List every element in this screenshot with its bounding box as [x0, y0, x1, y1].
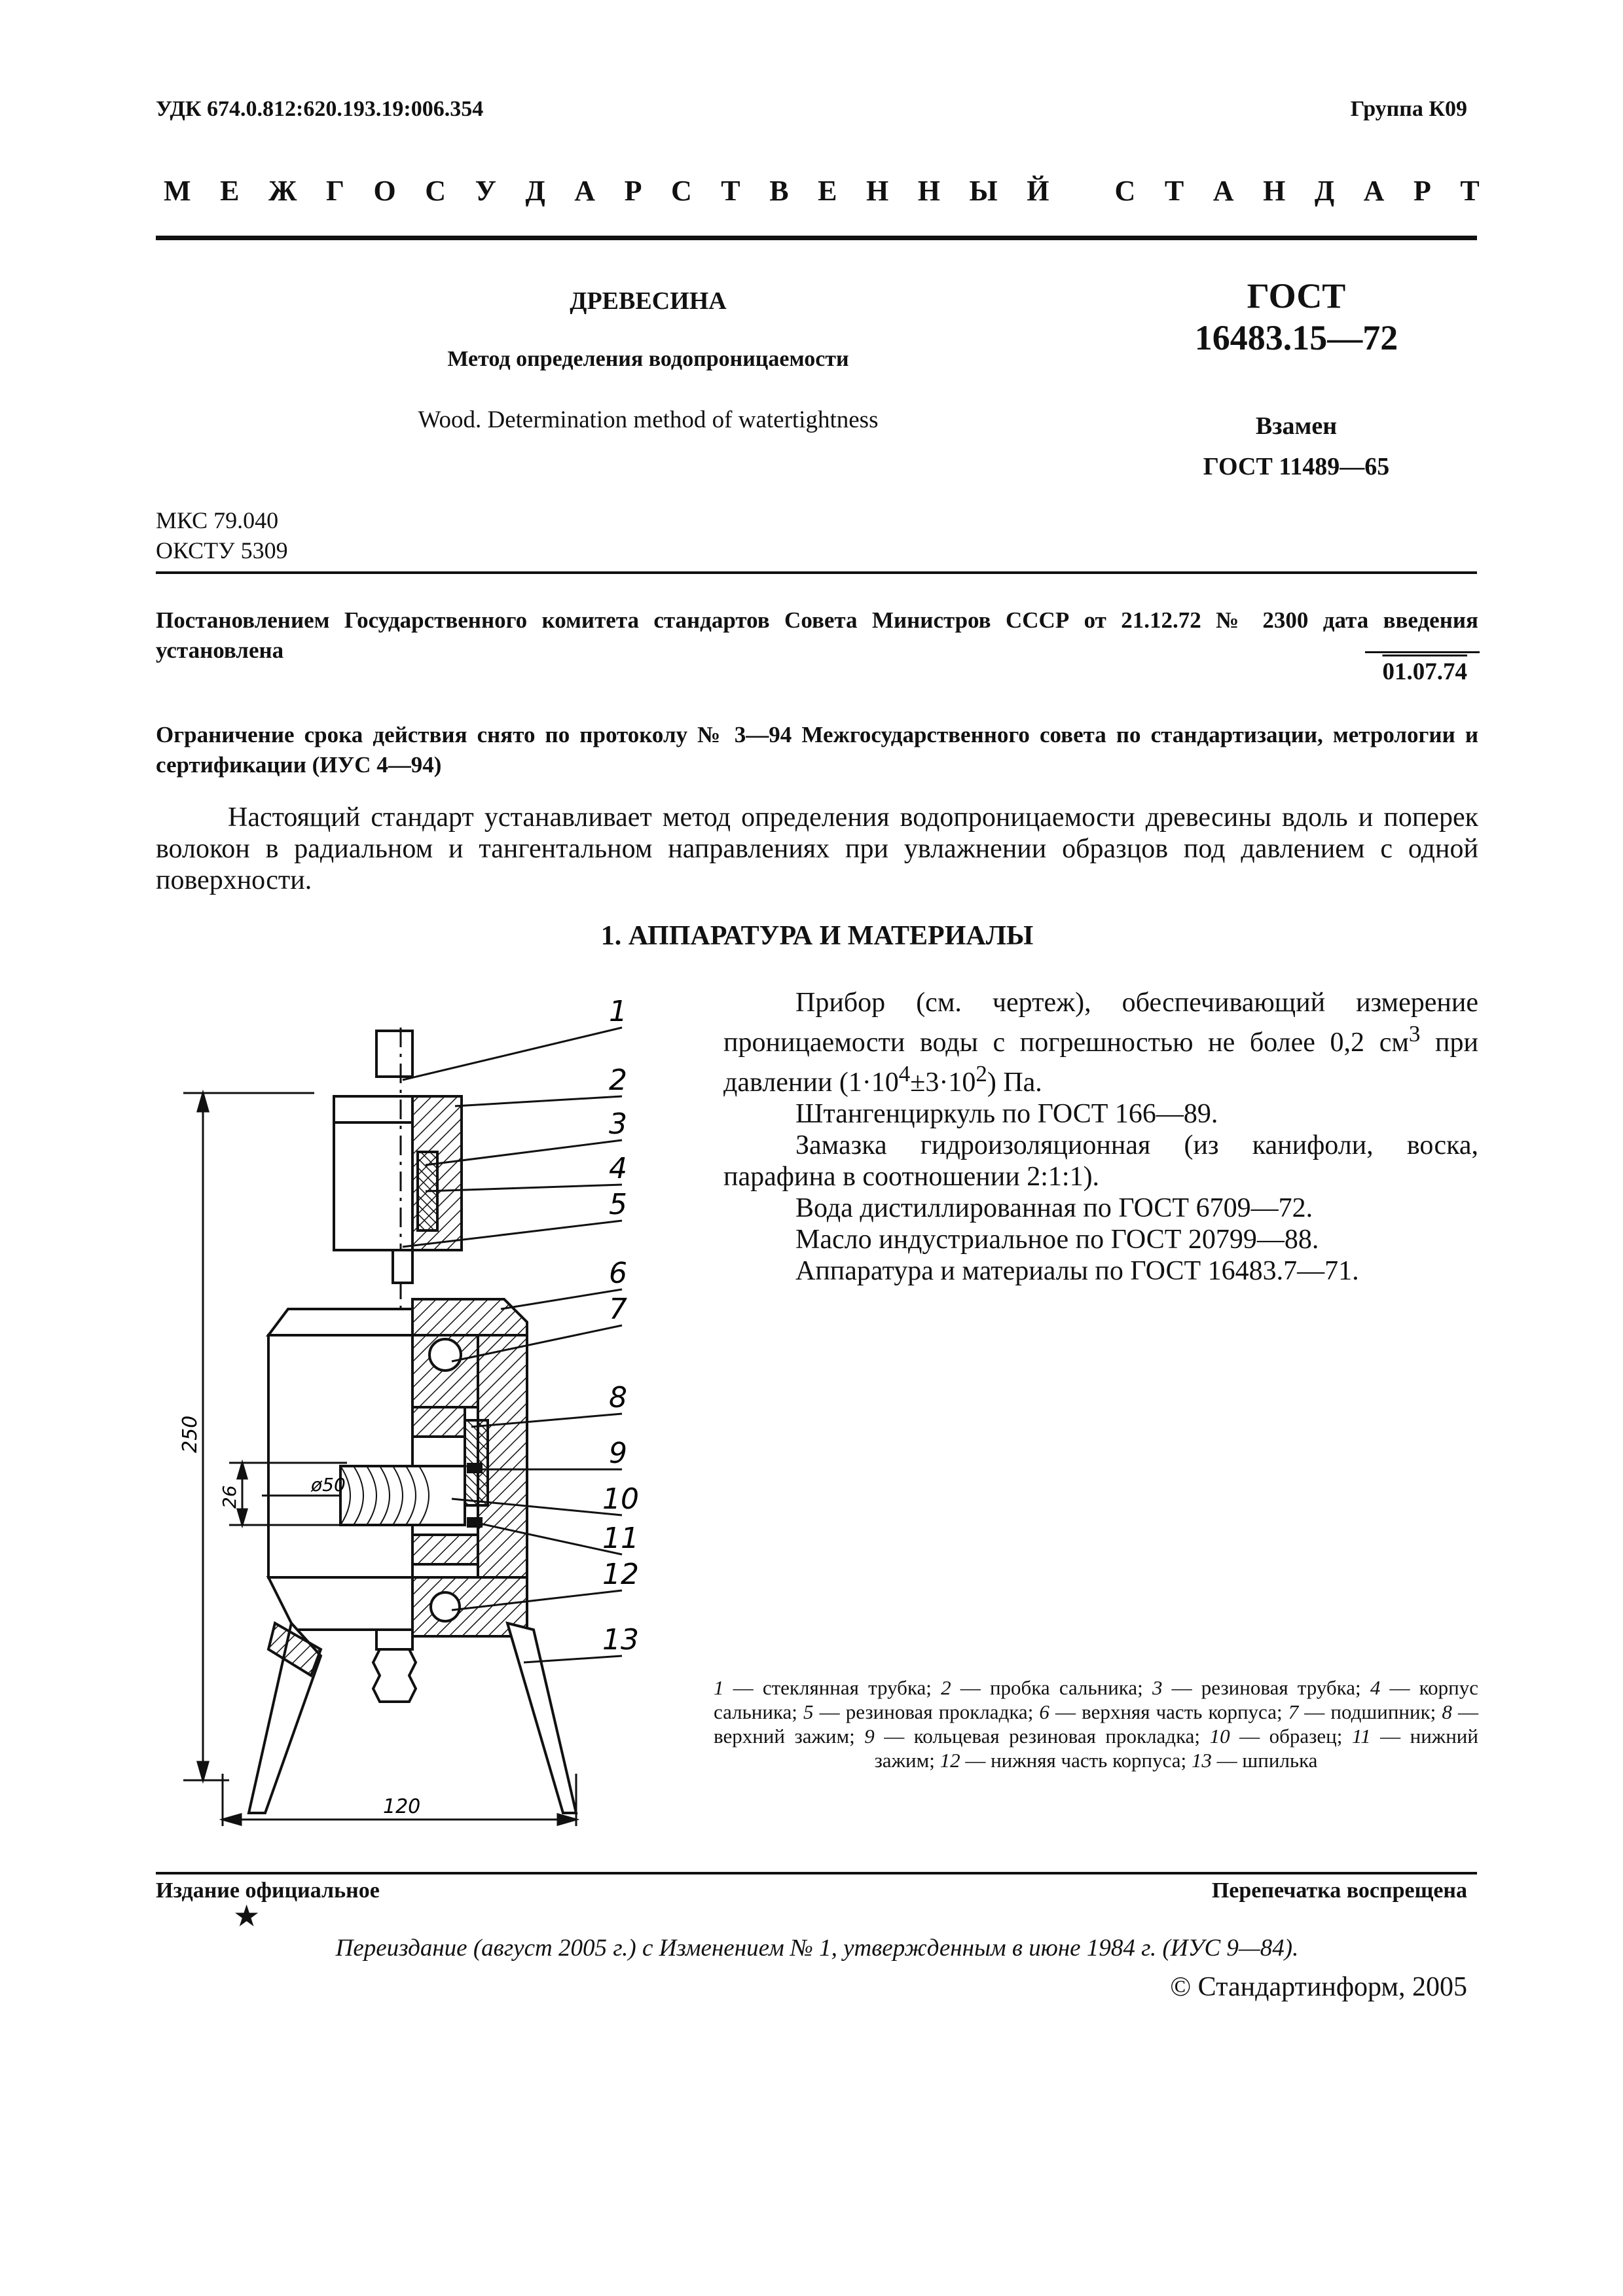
intro-paragraph: Настоящий стандарт устанавливает метод определения водопроницаемости древесины вдоль и поперек волокон в радиальном и тангентальном направлениях при увлажнении образцов под давлением с одной поверхности.: [156, 802, 1478, 895]
banner-letter: Ы: [969, 175, 998, 207]
dimension-specimen-label: 26: [219, 1485, 240, 1509]
legend-text: — резиновая трубка;: [1162, 1676, 1370, 1699]
banner-letter: С: [670, 175, 692, 207]
legend-number: 6: [1039, 1700, 1049, 1723]
banner-letter: Т: [1164, 175, 1184, 207]
legend-text: — верхняя часть корпуса;: [1049, 1700, 1288, 1723]
banner-letter: Н: [917, 175, 940, 207]
legend-number: 7: [1288, 1700, 1299, 1723]
banner-letter: В: [769, 175, 789, 207]
banner-letter: Д: [1314, 175, 1335, 207]
banner-letter: Н: [866, 175, 889, 207]
callout-7: 7: [609, 1293, 627, 1326]
legend-text: — корпус сальника;: [714, 1676, 1478, 1723]
legend-number: 8: [1442, 1700, 1452, 1723]
legend-text: — нижний зажим;: [874, 1725, 1478, 1772]
udk-code: УДК 674.0.812:620.193.19:006.354: [156, 97, 484, 121]
callout-11: 11: [602, 1522, 639, 1555]
banner-letter: А: [574, 175, 596, 207]
callout-12: 12: [602, 1558, 639, 1591]
dimension-width-label: 120: [383, 1795, 421, 1818]
banner-letter: С: [425, 175, 447, 207]
equipment-list: [723, 987, 1478, 1287]
legend-number: 4: [1370, 1676, 1381, 1699]
effective-date: 01.07.74: [1382, 658, 1467, 685]
banner-letter: Г: [326, 175, 344, 207]
device-drawing: [144, 969, 720, 1846]
banner-letter: [1078, 174, 1085, 207]
document-subtitle: Метод определения водопроницаемости: [447, 347, 849, 371]
callout-2: 2: [609, 1064, 627, 1097]
legend-text: — подшипник;: [1298, 1700, 1442, 1723]
legend-number: 3: [1152, 1676, 1163, 1699]
callout-8: 8: [609, 1381, 627, 1414]
banner-letter: М: [164, 175, 191, 207]
star-icon: ★: [233, 1899, 261, 1933]
date-overline: [1365, 651, 1480, 653]
group-code: Группа К09: [1350, 97, 1467, 121]
official-edition: Издание официальное: [156, 1878, 380, 1903]
banner-letter: А: [1213, 175, 1234, 207]
section-heading: 1. АППАРАТУРА И МАТЕРИАЛЫ: [600, 921, 1034, 951]
mks-code: МКС 79.040: [156, 507, 279, 533]
banner-letter: У: [475, 175, 496, 207]
legend-text: — пробка сальника;: [951, 1676, 1152, 1699]
gost-label: ГОСТ: [1247, 276, 1346, 315]
replaced-gost: ГОСТ 11489—65: [1203, 453, 1390, 480]
equipment-item: Вода дистиллированная по ГОСТ 6709—72.: [795, 1193, 1313, 1223]
legend-text: — верхний зажим;: [714, 1700, 1479, 1748]
legend-number: 5: [803, 1700, 814, 1723]
banner-letter: О: [373, 175, 396, 207]
banner-letter: Е: [818, 175, 837, 207]
banner-letter: Й: [1027, 175, 1049, 207]
dimension-diameter-label: ø50: [311, 1474, 346, 1496]
okstu-code: ОКСТУ 5309: [156, 537, 288, 564]
equipment-item-device: Прибор (см. чертеж), обеспечивающий измерение проницаемости воды с погрешностью не более 0,2 $см^3$ при давлении $(1\cdot 10^4\pm 3\cdot 10^2)$ Па.: [723, 988, 1479, 1098]
legend-text: — кольцевая резиновая прокладка;: [874, 1725, 1210, 1748]
reprint-prohibited: Перепечатка воспрещена: [1211, 1878, 1467, 1903]
callout-3: 3: [609, 1107, 627, 1141]
legend-number: 12: [939, 1749, 960, 1772]
gost-code: 16483.15—72: [1194, 318, 1398, 357]
footer-rule: [156, 1872, 1477, 1874]
legend-number: 13: [1191, 1749, 1212, 1772]
copyright: © Стандартинформ, 2005: [1170, 1972, 1467, 2002]
banner-letter: Ж: [268, 175, 297, 207]
decree-text: Постановлением Государственного комитета стандартов Совета Министров СССР от 21.12.72 № 2300 дата введения установлена: [156, 607, 1478, 663]
banner-letter: Д: [525, 175, 545, 207]
banner-letter: Т: [1460, 175, 1480, 207]
header-rule: [156, 236, 1477, 240]
legend-number: 11: [1351, 1725, 1371, 1748]
banner-letter: А: [1363, 175, 1385, 207]
legend-number: 9: [864, 1725, 875, 1748]
callout-13: 13: [602, 1623, 639, 1657]
equipment-item: Штангенциркуль по ГОСТ 166—89.: [795, 1099, 1218, 1129]
equipment-item: Аппаратура и материалы по ГОСТ 16483.7—71.: [795, 1256, 1359, 1286]
banner-letter: Е: [220, 175, 240, 207]
legend-number: 1: [714, 1676, 724, 1699]
legend-text: — нижняя часть корпуса;: [960, 1749, 1192, 1772]
reissue-note: Переиздание (август 2005 г.) с Изменением № 1, утвержденным в июне 1984 г. (ИУС 9—84).: [335, 1935, 1299, 1962]
legend-text: — резиновая прокладка;: [813, 1700, 1040, 1723]
callout-10: 10: [602, 1482, 639, 1516]
equipment-item: Замазка гидроизоляционная (из канифоли, воска, парафина в соотношении 2:1:1).: [723, 1130, 1478, 1192]
banner-letter: Т: [721, 175, 740, 207]
legend-text: — стеклянная трубка;: [723, 1676, 941, 1699]
drawing-legend: [714, 1676, 1478, 1772]
english-title: Wood. Determination method of watertightness: [418, 406, 879, 433]
banner-letter: Р: [1413, 175, 1431, 207]
limitation-note: Ограничение срока действия снято по протоколу № 3—94 Межгосударственного совета по стандартизации, метрологии и сертификации (ИУС 4—94): [156, 722, 1478, 778]
banner-letter: Н: [1263, 175, 1286, 207]
classification-codes: [156, 505, 288, 565]
callout-6: 6: [609, 1257, 627, 1290]
callout-4: 4: [609, 1152, 627, 1185]
replaces-label: Взамен: [1255, 412, 1338, 440]
banner-letter: С: [1114, 175, 1136, 207]
document-title: ДРЕВЕСИНА: [570, 287, 727, 315]
replaces-block: [1113, 406, 1480, 487]
legend-text: — шпилька: [1211, 1749, 1318, 1772]
legend-number: 2: [941, 1676, 951, 1699]
equipment-item: Масло индустриальное по ГОСТ 20799—88.: [795, 1225, 1319, 1255]
dimension-height-label: 250: [179, 1415, 202, 1453]
callout-9: 9: [609, 1437, 627, 1470]
legend-text: — образец;: [1230, 1725, 1352, 1748]
legend-number: 10: [1209, 1725, 1230, 1748]
banner-letter: Р: [624, 175, 642, 207]
gost-number: [1113, 275, 1480, 359]
interstate-standard-banner: [164, 174, 1480, 207]
title-rule: [156, 571, 1477, 574]
callout-5: 5: [609, 1188, 627, 1221]
callout-1: 1: [609, 995, 627, 1028]
